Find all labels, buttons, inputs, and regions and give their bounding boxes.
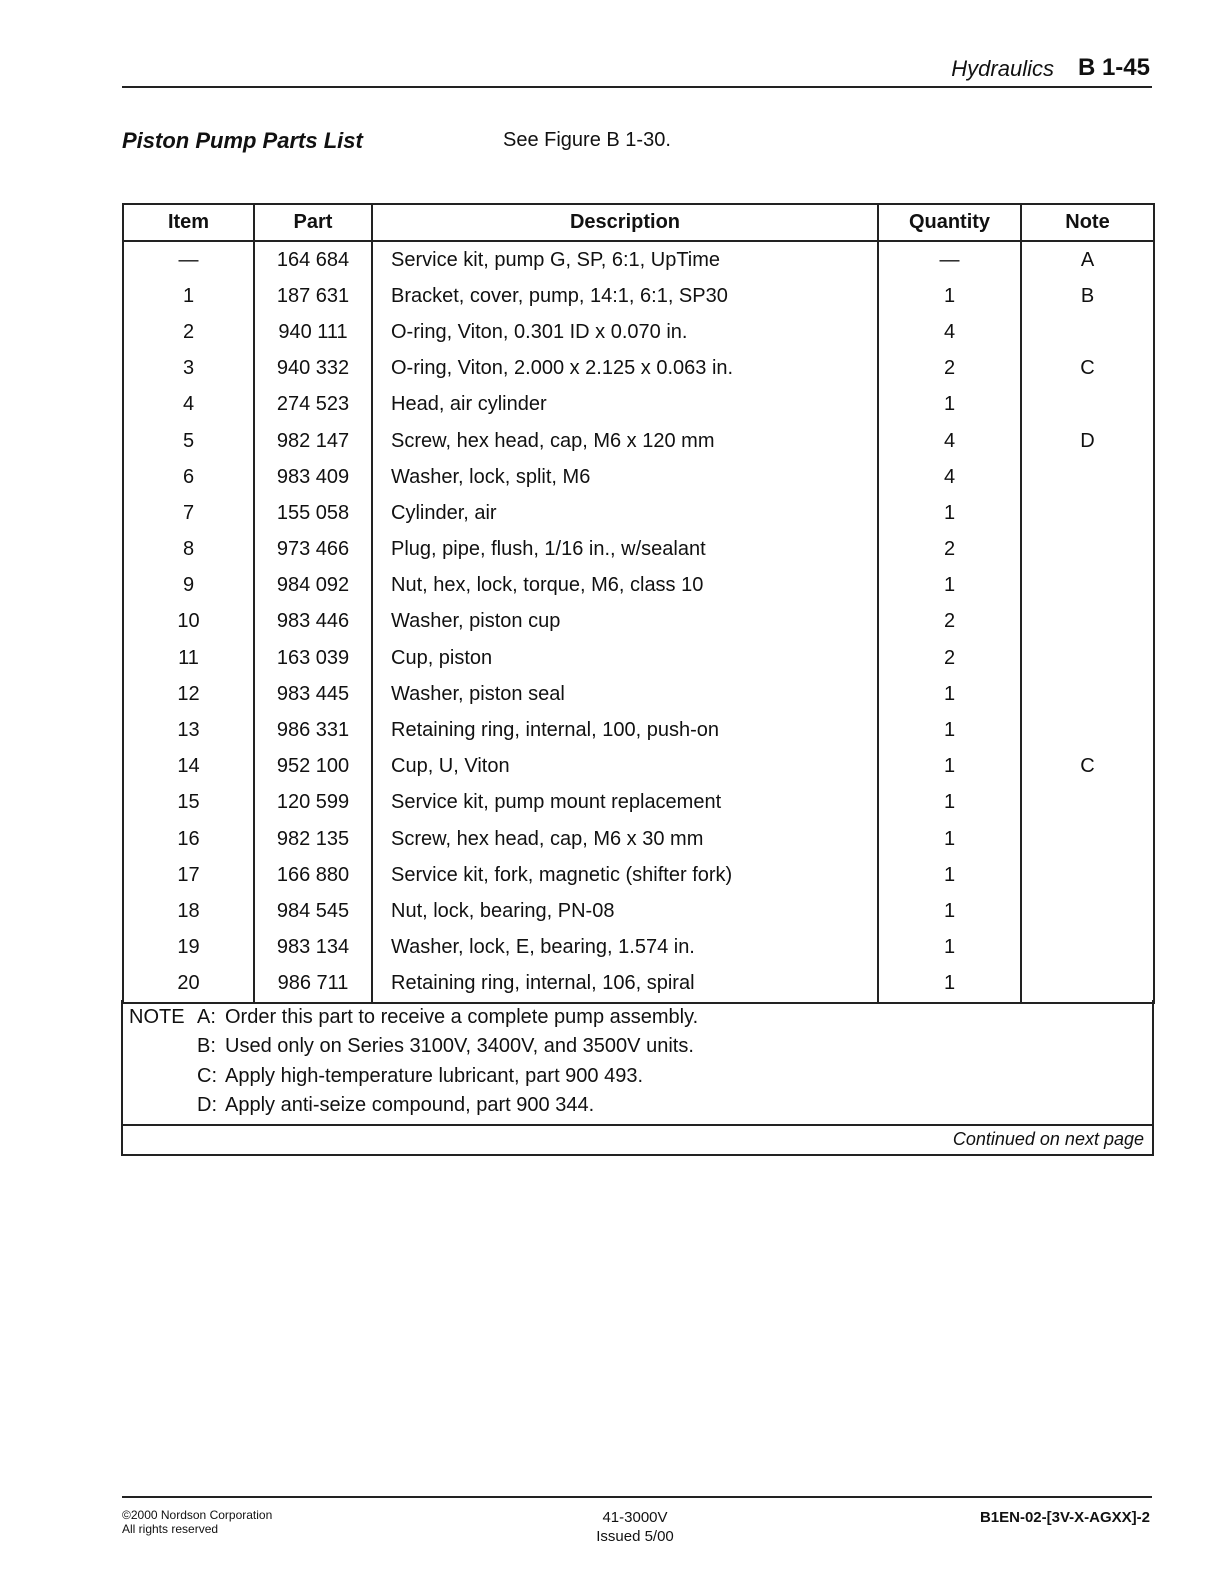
column-header-item: Item	[123, 204, 254, 241]
cell-part: 187 631	[254, 278, 372, 314]
cell-item: 19	[123, 930, 254, 966]
note-letter: D:	[197, 1094, 217, 1116]
cell-part: 164 684	[254, 241, 372, 278]
cell-quantity: 1	[878, 966, 1021, 1003]
footer-copyright: ©2000 Nordson Corporation	[122, 1508, 273, 1522]
cell-quantity: 2	[878, 604, 1021, 640]
footer-doc-number: 41-3000V	[602, 1509, 668, 1526]
cell-quantity: 2	[878, 351, 1021, 387]
cell-description: Washer, lock, E, bearing, 1.574 in.	[372, 930, 878, 966]
cell-quantity: 1	[878, 676, 1021, 712]
cell-item: 5	[123, 423, 254, 459]
cell-part: 166 880	[254, 857, 372, 893]
note-text: Apply anti-seize compound, part 900 344.	[225, 1094, 595, 1116]
table-row	[123, 676, 1154, 712]
cell-description: Bracket, cover, pump, 14:1, 6:1, SP30	[372, 278, 878, 314]
cell-item: 11	[123, 640, 254, 676]
table-header-row	[123, 204, 1154, 241]
cell-item: 7	[123, 495, 254, 531]
cell-quantity: 1	[878, 857, 1021, 893]
cell-description: Service kit, pump G, SP, 6:1, UpTime	[372, 241, 878, 278]
table-row	[123, 966, 1154, 1003]
cell-part: 952 100	[254, 749, 372, 785]
cell-quantity: —	[878, 241, 1021, 278]
cell-part: 982 147	[254, 423, 372, 459]
cell-quantity: 2	[878, 532, 1021, 568]
column-header-note: Note	[1021, 204, 1154, 241]
table-row	[123, 640, 1154, 676]
table-row	[123, 604, 1154, 640]
table-row	[123, 857, 1154, 893]
cell-note: D	[1021, 423, 1154, 459]
cell-part: 984 092	[254, 568, 372, 604]
cell-description: Screw, hex head, cap, M6 x 30 mm	[372, 821, 878, 857]
cell-item: 15	[123, 785, 254, 821]
cell-note	[1021, 930, 1154, 966]
cell-description: Washer, piston cup	[372, 604, 878, 640]
table-row	[123, 785, 1154, 821]
table-row	[123, 495, 1154, 531]
column-header-quantity: Quantity	[878, 204, 1021, 241]
table-row	[123, 930, 1154, 966]
cell-part: 940 332	[254, 351, 372, 387]
cell-part: 984 545	[254, 893, 372, 929]
note-text: Used only on Series 3100V, 3400V, and 3500V units.	[225, 1035, 694, 1057]
notes-box	[121, 1000, 1154, 1126]
header-section-title: Hydraulics	[951, 56, 1054, 81]
cell-description: Nut, lock, bearing, PN-08	[372, 893, 878, 929]
cell-quantity: 1	[878, 821, 1021, 857]
cell-description: Plug, pipe, flush, 1/16 in., w/sealant	[372, 532, 878, 568]
note-text: Order this part to receive a complete pump assembly.	[225, 1006, 699, 1028]
footer-rights: All rights reserved	[122, 1522, 219, 1536]
cell-quantity: 4	[878, 314, 1021, 350]
note-text: Apply high-temperature lubricant, part 900 493.	[225, 1065, 644, 1087]
cell-description: Cup, piston	[372, 640, 878, 676]
cell-quantity: 1	[878, 785, 1021, 821]
continued-label: Continued on next page	[952, 1129, 1144, 1149]
figure-reference: See Figure B 1-30.	[503, 129, 671, 151]
table-row	[123, 314, 1154, 350]
cell-quantity: 1	[878, 749, 1021, 785]
cell-item: 3	[123, 351, 254, 387]
cell-note	[1021, 604, 1154, 640]
cell-item: 16	[123, 821, 254, 857]
cell-part: 983 446	[254, 604, 372, 640]
note-letter: C:	[197, 1065, 217, 1087]
cell-quantity: 1	[878, 568, 1021, 604]
cell-quantity: 1	[878, 278, 1021, 314]
cell-description: Retaining ring, internal, 100, push-on	[372, 712, 878, 748]
cell-item: 14	[123, 749, 254, 785]
page-title: Piston Pump Parts List	[122, 128, 363, 153]
table-row	[123, 532, 1154, 568]
cell-part: 982 135	[254, 821, 372, 857]
cell-item: 10	[123, 604, 254, 640]
cell-part: 973 466	[254, 532, 372, 568]
cell-note	[1021, 857, 1154, 893]
cell-note	[1021, 893, 1154, 929]
cell-part: 983 134	[254, 930, 372, 966]
parts-table-body	[123, 241, 1154, 1003]
cell-quantity: 1	[878, 893, 1021, 929]
table-row	[123, 278, 1154, 314]
footer-rule	[122, 1496, 1152, 1498]
cell-description: Cup, U, Viton	[372, 749, 878, 785]
cell-part: 120 599	[254, 785, 372, 821]
cell-note	[1021, 640, 1154, 676]
cell-quantity: 1	[878, 712, 1021, 748]
cell-description: Service kit, pump mount replacement	[372, 785, 878, 821]
cell-item: 8	[123, 532, 254, 568]
table-row	[123, 241, 1154, 278]
cell-item: 9	[123, 568, 254, 604]
cell-note	[1021, 387, 1154, 423]
table-row	[123, 821, 1154, 857]
note-letter: B:	[197, 1035, 216, 1057]
cell-part: 155 058	[254, 495, 372, 531]
table-row	[123, 387, 1154, 423]
page-header	[122, 52, 1152, 88]
cell-quantity: 1	[878, 930, 1021, 966]
cell-item: 17	[123, 857, 254, 893]
cell-quantity: 1	[878, 387, 1021, 423]
cell-item: 1	[123, 278, 254, 314]
cell-note	[1021, 314, 1154, 350]
cell-part: 983 445	[254, 676, 372, 712]
cell-item: 18	[123, 893, 254, 929]
cell-description: Service kit, fork, magnetic (shifter fork)	[372, 857, 878, 893]
cell-quantity: 4	[878, 459, 1021, 495]
table-row	[123, 423, 1154, 459]
cell-part: 986 331	[254, 712, 372, 748]
footer-issued: Issued 5/00	[596, 1528, 674, 1545]
footer-code: B1EN-02-[3V-X-AGXX]-2	[979, 1509, 1150, 1526]
cell-item: 6	[123, 459, 254, 495]
cell-note	[1021, 495, 1154, 531]
footer-copyright-block	[122, 1508, 272, 1536]
cell-part: 163 039	[254, 640, 372, 676]
table-row	[123, 568, 1154, 604]
cell-description: O-ring, Viton, 2.000 x 2.125 x 0.063 in.	[372, 351, 878, 387]
cell-note	[1021, 712, 1154, 748]
cell-description: Cylinder, air	[372, 495, 878, 531]
cell-item: 13	[123, 712, 254, 748]
cell-description: Screw, hex head, cap, M6 x 120 mm	[372, 423, 878, 459]
cell-note: B	[1021, 278, 1154, 314]
cell-part: 274 523	[254, 387, 372, 423]
cell-description: Head, air cylinder	[372, 387, 878, 423]
cell-description: Washer, piston seal	[372, 676, 878, 712]
cell-note	[1021, 785, 1154, 821]
continued-box	[121, 1124, 1154, 1156]
cell-description: Washer, lock, split, M6	[372, 459, 878, 495]
cell-item: —	[123, 241, 254, 278]
cell-part: 940 111	[254, 314, 372, 350]
table-row	[123, 749, 1154, 785]
cell-note	[1021, 966, 1154, 1003]
cell-quantity: 4	[878, 423, 1021, 459]
cell-description: Retaining ring, internal, 106, spiral	[372, 966, 878, 1003]
cell-note	[1021, 459, 1154, 495]
cell-description: Nut, hex, lock, torque, M6, class 10	[372, 568, 878, 604]
footer-doc-block	[560, 1508, 710, 1546]
cell-quantity: 1	[878, 495, 1021, 531]
table-row	[123, 459, 1154, 495]
table-row	[123, 351, 1154, 387]
note-letter: A:	[197, 1006, 216, 1028]
cell-note: A	[1021, 241, 1154, 278]
column-header-part: Part	[254, 204, 372, 241]
header-page-number: B 1-45	[1077, 54, 1150, 81]
note-prefix: NOTE	[129, 1006, 185, 1028]
parts-table	[122, 203, 1155, 1004]
cell-note	[1021, 821, 1154, 857]
cell-note	[1021, 532, 1154, 568]
table-row	[123, 893, 1154, 929]
cell-item: 2	[123, 314, 254, 350]
column-header-description: Description	[372, 204, 878, 241]
cell-description: O-ring, Viton, 0.301 ID x 0.070 in.	[372, 314, 878, 350]
table-row	[123, 712, 1154, 748]
cell-part: 986 711	[254, 966, 372, 1003]
cell-note	[1021, 568, 1154, 604]
cell-item: 12	[123, 676, 254, 712]
cell-note: C	[1021, 351, 1154, 387]
cell-quantity: 2	[878, 640, 1021, 676]
cell-note: C	[1021, 749, 1154, 785]
cell-note	[1021, 676, 1154, 712]
cell-item: 20	[123, 966, 254, 1003]
cell-part: 983 409	[254, 459, 372, 495]
cell-item: 4	[123, 387, 254, 423]
